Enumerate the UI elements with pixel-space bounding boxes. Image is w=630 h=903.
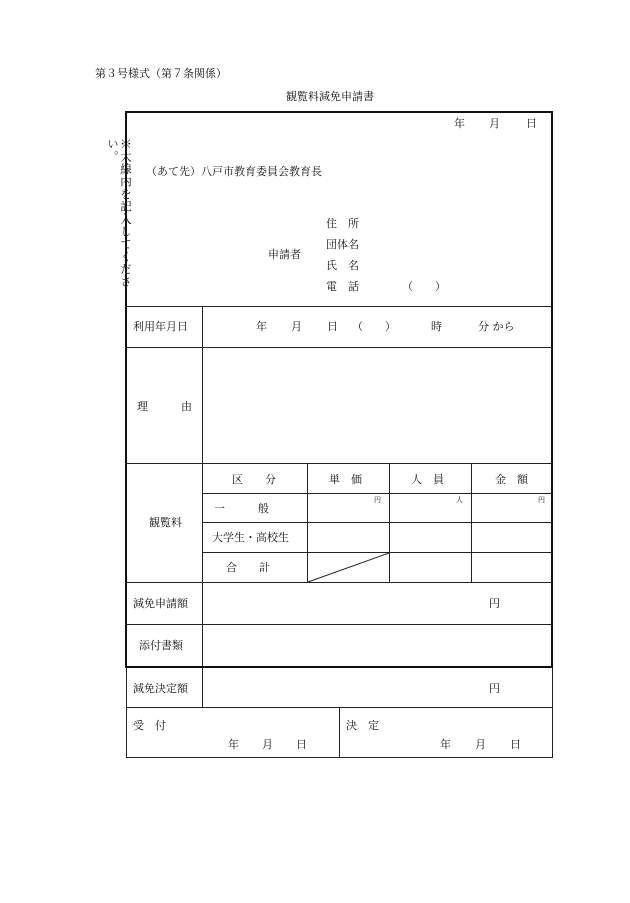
decision-label: 決 定: [346, 719, 379, 732]
unit-yen-price: 円: [374, 496, 381, 504]
decision-year: 年: [440, 738, 451, 751]
attachments-label: 添付書類: [139, 639, 183, 652]
receipt-label: 受 付: [133, 719, 166, 732]
divider: [203, 493, 552, 494]
instruction-note: ※太線内を記入してください。: [106, 138, 133, 288]
divider: [552, 668, 553, 758]
divider: [126, 347, 552, 348]
form-number: 第３号様式（第７条関係）: [95, 67, 227, 80]
applicant-label: 申請者: [268, 248, 301, 261]
diagonal-line: [307, 552, 390, 583]
divider: [126, 463, 552, 464]
fee-label: 観覧料: [149, 516, 182, 529]
reduction-decision-label: 減免決定額: [133, 682, 188, 695]
reduction-request-unit: 円: [489, 597, 500, 610]
applicant-org-label: 団体名: [326, 238, 359, 251]
divider: [202, 306, 203, 666]
usage-day: 日: [327, 320, 338, 333]
divider: [203, 522, 552, 523]
decision-day: 日: [510, 738, 521, 751]
usage-date-label: 利用年月日: [133, 320, 188, 333]
reason-label: 理 由: [137, 400, 192, 413]
applicant-phone-paren: （ ）: [402, 280, 446, 293]
divider: [126, 624, 552, 625]
unit-person: 人: [456, 496, 463, 504]
reduction-decision-unit: 円: [489, 682, 500, 695]
date-year: 年: [454, 117, 465, 130]
divider: [339, 707, 340, 757]
applicant-name-label: 氏 名: [326, 259, 359, 272]
usage-month: 月: [291, 320, 302, 333]
usage-year: 年: [256, 320, 267, 333]
unit-yen-amount: 円: [538, 496, 545, 504]
date-day: 日: [526, 117, 537, 130]
divider: [126, 757, 553, 758]
divider: [471, 463, 472, 582]
addressee: （あて先）八戸市教育委員会教育長: [146, 165, 322, 178]
receipt-day: 日: [296, 738, 307, 751]
applicant-phone-label: 電 話: [326, 280, 359, 293]
usage-minute-from: 分 から: [478, 320, 515, 333]
divider: [126, 306, 552, 307]
applicant-address-label: 住 所: [326, 217, 359, 230]
fee-row-total: 合 計: [226, 561, 270, 574]
fee-header-count: 人 員: [411, 473, 444, 486]
reduction-request-label: 減免申請額: [133, 597, 188, 610]
date-month: 月: [489, 117, 500, 130]
main-form-box: [125, 111, 553, 668]
usage-hour: 時: [431, 320, 442, 333]
receipt-month: 月: [262, 738, 273, 751]
fee-header-unit-price: 単 価: [329, 473, 362, 486]
decision-month: 月: [475, 738, 486, 751]
usage-weekday: （ ）: [352, 320, 396, 333]
divider: [202, 668, 203, 707]
fee-header-category: 区 分: [232, 473, 276, 486]
fee-row-general: 一 般: [214, 502, 269, 515]
fee-row-students: 大学生・高校生: [212, 531, 289, 544]
fee-header-amount: 金 額: [495, 473, 528, 486]
divider: [126, 668, 127, 758]
document-title: 観覧料減免申請書: [286, 90, 374, 103]
receipt-year: 年: [228, 738, 239, 751]
